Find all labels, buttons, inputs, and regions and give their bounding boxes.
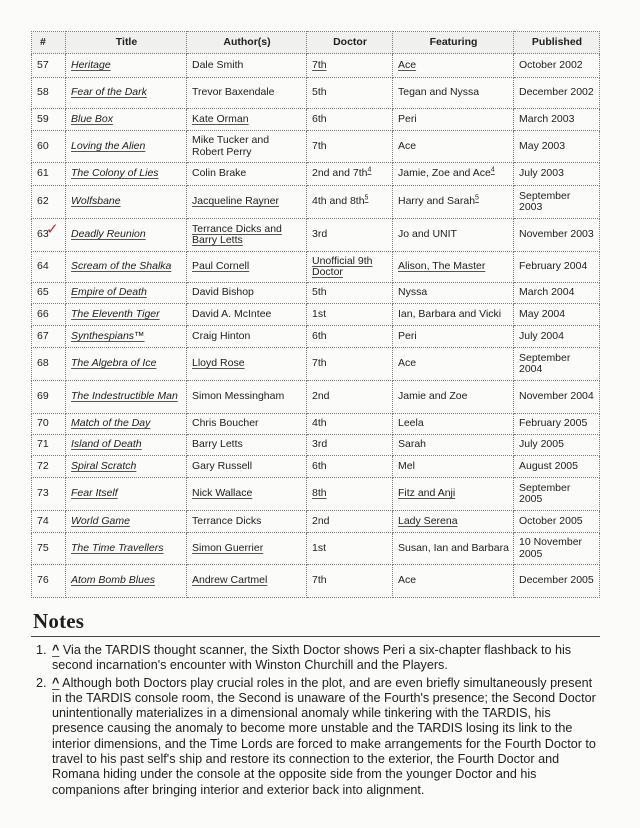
row-author[interactable] <box>187 478 307 511</box>
row-title[interactable] <box>66 478 187 511</box>
row-author <box>187 283 307 304</box>
doctor-text: 2nd <box>312 390 330 403</box>
author-link[interactable]: Jacqueline Rayner <box>192 195 279 208</box>
row-number: 72 <box>32 456 66 478</box>
title-link[interactable]: The Colony of Lies <box>71 167 159 180</box>
row-title[interactable] <box>66 326 187 348</box>
table-row <box>32 163 600 186</box>
row-featuring <box>393 163 514 186</box>
row-doctor <box>307 348 393 381</box>
doctor-text: 3rd <box>312 438 328 451</box>
featuring-text: Ace <box>398 357 417 370</box>
author-text: Trevor Baxendale <box>192 86 275 99</box>
doctor-text: 1st <box>312 307 327 320</box>
doctor-text: 6th <box>312 329 327 342</box>
table-row <box>32 565 600 598</box>
author-link[interactable]: Nick Wallace <box>192 487 253 500</box>
title-link[interactable]: Deadly Reunion <box>71 228 146 241</box>
header-published: Published <box>514 32 600 54</box>
row-author <box>187 131 307 163</box>
row-title[interactable] <box>66 131 187 163</box>
row-title[interactable] <box>66 348 187 381</box>
note-text: Via the TARDIS thought scanner, the Sixth Doctor shows Peri a six-chapter flashback to his second incarnation's encounter with Winston Churchill and the Players. <box>52 643 572 673</box>
header-title: Title <box>66 32 187 54</box>
row-title[interactable] <box>66 565 187 598</box>
row-featuring <box>393 131 514 163</box>
table-row <box>32 381 600 414</box>
row-featuring <box>393 109 514 131</box>
row-author[interactable] <box>187 533 307 565</box>
table-row <box>32 219 600 252</box>
featuring-text: Tegan and Nyssa <box>398 86 480 99</box>
row-featuring <box>393 78 514 109</box>
doctor-text: 4th and 8th <box>312 195 365 208</box>
row-published: September 2005 <box>514 478 600 511</box>
row-author[interactable] <box>187 252 307 283</box>
row-number: 62 <box>32 186 66 219</box>
note-item <box>36 643 602 674</box>
row-published: November 2003 <box>514 219 600 252</box>
title-link[interactable]: Synthespians™ <box>71 329 145 342</box>
row-title[interactable] <box>66 381 187 414</box>
note-backlink-caret[interactable]: ^ <box>52 643 60 657</box>
notes-divider <box>31 636 600 637</box>
title-link[interactable]: Atom Bomb Blues <box>71 574 156 587</box>
author-link[interactable]: Lloyd Rose <box>192 357 245 370</box>
row-doctor[interactable] <box>307 478 393 511</box>
footnote-ref[interactable]: 5 <box>475 194 479 202</box>
row-title[interactable] <box>66 54 187 78</box>
featuring-link[interactable]: Lady Serena <box>398 514 458 527</box>
featuring-text: Nyssa <box>398 286 428 299</box>
table-header-row <box>32 32 600 54</box>
row-number: 66 <box>32 304 66 326</box>
note-number: 2. <box>36 675 47 690</box>
row-number: 57 <box>32 54 66 78</box>
row-doctor <box>307 326 393 348</box>
row-published: March 2004 <box>514 283 600 304</box>
row-featuring <box>393 186 514 219</box>
row-title[interactable] <box>66 252 187 283</box>
table-row <box>32 186 600 219</box>
row-published: July 2003 <box>514 163 600 186</box>
row-published: August 2005 <box>514 456 600 478</box>
row-number: 60 <box>32 131 66 163</box>
notes-list <box>36 643 602 800</box>
author-text: Colin Brake <box>192 167 247 180</box>
featuring-text: Jo and UNIT <box>398 228 457 241</box>
row-featuring[interactable] <box>393 511 514 533</box>
table-row <box>32 435 600 456</box>
title-link[interactable]: The Eleventh Tiger <box>71 307 160 320</box>
header-doctor: Doctor <box>307 32 393 54</box>
title-link[interactable]: The Indestructible Man <box>71 390 178 403</box>
title-link[interactable]: The Time Travellers <box>71 541 164 554</box>
row-published: September 2004 <box>514 348 600 381</box>
row-published: November 2004 <box>514 381 600 414</box>
row-number: 58 <box>32 78 66 109</box>
title-link[interactable]: Scream of the Shalka <box>71 260 172 273</box>
row-featuring <box>393 326 514 348</box>
row-published: May 2004 <box>514 304 600 326</box>
row-doctor <box>307 304 393 326</box>
row-doctor <box>307 565 393 598</box>
row-published: March 2003 <box>514 109 600 131</box>
table-row <box>32 533 600 565</box>
featuring-text: Peri <box>398 112 417 125</box>
row-doctor <box>307 131 393 163</box>
featuring-text: Leela <box>398 417 424 430</box>
author-text: David Bishop <box>192 286 254 299</box>
row-featuring <box>393 381 514 414</box>
row-doctor <box>307 435 393 456</box>
row-doctor[interactable] <box>307 54 393 78</box>
row-number: 64 <box>32 252 66 283</box>
row-author <box>187 326 307 348</box>
doctor-text: 2nd <box>312 514 330 527</box>
title-link[interactable]: World Game <box>71 514 130 527</box>
row-title[interactable] <box>66 163 187 186</box>
table-row <box>32 283 600 304</box>
header-authors: Author(s) <box>187 32 307 54</box>
doctor-text: 3rd <box>312 228 328 241</box>
row-author <box>187 414 307 435</box>
row-published: October 2005 <box>514 511 600 533</box>
author-link[interactable]: Simon Guerrier <box>192 541 264 554</box>
row-title[interactable] <box>66 283 187 304</box>
note-number: 1. <box>36 643 47 657</box>
title-link[interactable]: Blue Box <box>71 112 114 125</box>
row-number: 70 <box>32 414 66 435</box>
row-doctor <box>307 78 393 109</box>
author-text: Craig Hinton <box>192 329 251 342</box>
featuring-link[interactable]: Ace <box>398 58 417 71</box>
doctor-text: 7th <box>312 574 327 587</box>
notes-heading: Notes <box>33 609 85 633</box>
doctor-text: 1st <box>312 541 327 554</box>
title-link[interactable]: Loving the Alien <box>71 139 146 152</box>
author-text: David A. McIntee <box>192 307 272 320</box>
row-number-text: 63 <box>37 228 49 241</box>
author-link[interactable]: Andrew Cartmel <box>192 574 268 587</box>
doctor-link[interactable]: Unofficial 9th Doctor <box>312 254 373 278</box>
row-number: 73 <box>32 478 66 511</box>
row-number: 61 <box>32 163 66 186</box>
row-title[interactable] <box>66 219 187 252</box>
row-featuring[interactable] <box>393 478 514 511</box>
featuring-text: Jamie and Zoe <box>398 390 468 403</box>
featuring-link[interactable]: Alison, The Master <box>398 260 486 273</box>
featuring-text: Ian, Barbara and Vicki <box>398 307 502 320</box>
row-number: 68 <box>32 348 66 381</box>
row-number: 67 <box>32 326 66 348</box>
row-author <box>187 511 307 533</box>
author-text: Terrance Dicks <box>192 514 262 527</box>
doctor-text: 6th <box>312 459 327 472</box>
title-link[interactable]: Wolfsbane <box>71 195 121 208</box>
doctor-text: 4th <box>312 417 327 430</box>
row-published: 10 November 2005 <box>514 533 600 565</box>
row-title[interactable] <box>66 78 187 109</box>
releases-table <box>31 31 600 598</box>
table-row <box>32 326 600 348</box>
row-published: February 2005 <box>514 414 600 435</box>
row-title[interactable] <box>66 304 187 326</box>
row-featuring[interactable] <box>393 252 514 283</box>
row-featuring <box>393 435 514 456</box>
row-author <box>187 456 307 478</box>
table-row <box>32 511 600 533</box>
author-text: Simon Messingham <box>192 390 285 403</box>
row-doctor <box>307 163 393 186</box>
row-title[interactable] <box>66 186 187 219</box>
table-row <box>32 54 600 78</box>
doctor-text: 7th <box>312 139 327 152</box>
title-link[interactable]: Fear Itself <box>71 487 118 500</box>
row-author[interactable] <box>187 186 307 219</box>
row-featuring <box>393 304 514 326</box>
row-featuring <box>393 414 514 435</box>
title-link[interactable]: Fear of the Dark <box>71 86 147 99</box>
row-published: October 2002 <box>514 54 600 78</box>
row-number <box>32 219 66 252</box>
row-number: 75 <box>32 533 66 565</box>
row-featuring <box>393 283 514 304</box>
row-doctor <box>307 109 393 131</box>
row-title[interactable] <box>66 533 187 565</box>
header-featuring: Featuring <box>393 32 514 54</box>
row-number: 74 <box>32 511 66 533</box>
note-item <box>36 675 602 798</box>
row-featuring[interactable] <box>393 54 514 78</box>
table-row <box>32 348 600 381</box>
row-author[interactable] <box>187 565 307 598</box>
row-doctor <box>307 381 393 414</box>
row-title[interactable] <box>66 511 187 533</box>
table-row <box>32 414 600 435</box>
featuring-text: Jamie, Zoe and Ace <box>398 167 491 180</box>
row-author <box>187 54 307 78</box>
footnote-ref[interactable]: 5 <box>364 194 369 202</box>
author-text: Chris Boucher <box>192 417 259 430</box>
featuring-text: Ace <box>398 139 417 152</box>
note-backlink-caret[interactable]: ^ <box>52 675 60 690</box>
doctor-text: 7th <box>312 357 327 370</box>
footnote-ref[interactable]: 4 <box>367 166 372 174</box>
row-doctor <box>307 186 393 219</box>
doctor-link[interactable]: 7th <box>312 58 327 71</box>
row-featuring <box>393 348 514 381</box>
title-link[interactable]: Island of Death <box>71 438 142 451</box>
author-link[interactable]: Paul Cornell <box>192 260 250 273</box>
row-title[interactable] <box>66 109 187 131</box>
author-link[interactable]: Kate Orman <box>192 112 249 125</box>
row-doctor <box>307 219 393 252</box>
row-featuring <box>393 219 514 252</box>
row-doctor <box>307 533 393 565</box>
row-number: 71 <box>32 435 66 456</box>
featuring-text: Ace <box>398 574 417 587</box>
doctor-text: 2nd and 7th <box>312 167 368 180</box>
row-author <box>187 381 307 414</box>
title-link[interactable]: Match of the Day <box>71 417 151 430</box>
row-featuring <box>393 533 514 565</box>
row-author <box>187 435 307 456</box>
row-number: 59 <box>32 109 66 131</box>
featuring-link[interactable]: Fitz and Anji <box>398 487 456 500</box>
footnote-ref[interactable]: 4 <box>490 166 495 174</box>
row-author <box>187 304 307 326</box>
title-link[interactable]: Heritage <box>71 58 111 71</box>
table-row <box>32 304 600 326</box>
featuring-text: Peri <box>398 329 417 342</box>
table-row <box>32 252 600 283</box>
row-published: December 2002 <box>514 78 600 109</box>
row-doctor <box>307 511 393 533</box>
row-featuring <box>393 565 514 598</box>
row-number: 65 <box>32 283 66 304</box>
table-row <box>32 456 600 478</box>
featuring-text: Susan, Ian and Barbara <box>398 541 509 554</box>
row-published: February 2004 <box>514 252 600 283</box>
row-published: May 2003 <box>514 131 600 163</box>
author-text: Gary Russell <box>192 459 253 472</box>
row-number: 76 <box>32 565 66 598</box>
featuring-text: Harry and Sarah <box>398 195 476 208</box>
row-author[interactable] <box>187 219 307 252</box>
row-author <box>187 78 307 109</box>
row-published: September 2003 <box>514 186 600 219</box>
table-row <box>32 478 600 511</box>
row-author[interactable] <box>187 109 307 131</box>
title-link[interactable]: Empire of Death <box>71 286 147 299</box>
row-author <box>187 163 307 186</box>
row-doctor <box>307 456 393 478</box>
row-featuring <box>393 456 514 478</box>
row-doctor[interactable] <box>307 252 393 283</box>
doctor-text: 5th <box>312 286 327 299</box>
row-title[interactable] <box>66 435 187 456</box>
title-link[interactable]: Spiral Scratch <box>71 459 137 472</box>
row-author[interactable] <box>187 348 307 381</box>
header-number: # <box>32 32 66 54</box>
row-published: July 2005 <box>514 435 600 456</box>
row-published: December 2005 <box>514 565 600 598</box>
doctor-link[interactable]: 8th <box>312 487 327 500</box>
row-number: 69 <box>32 381 66 414</box>
featuring-text: Sarah <box>398 438 427 451</box>
row-published: July 2004 <box>514 326 600 348</box>
row-doctor <box>307 283 393 304</box>
author-text: Mike Tucker and Robert Perry <box>192 134 270 158</box>
doctor-text: 6th <box>312 112 327 125</box>
doctor-text: 5th <box>312 86 327 99</box>
table-row <box>32 78 600 109</box>
author-text: Barry Letts <box>192 438 243 451</box>
table-row <box>32 109 600 131</box>
featuring-text: Mel <box>398 459 415 472</box>
note-text: Although both Doctors play crucial roles in the plot, and are even briefly simultaneously present in the TARDIS console room, the Second is unaware of the Fourth's presence; the Second Doctor unintentionally materializes in a dimensional anomaly while tinkering with the TARDIS, his presence causing the anomaly to become more unstable and the TARDIS losing its link to the interior dimensions, and the Time Lords are forced to make arrangements for the Fourth Doctor to travel to his past self's ship and restore its connection to the exterior, the Fourth Doctor and Romana hiding under the console at the opposite side from the younger Doctor and his companions after bringing interior and exterior back into alignment. <box>52 675 596 797</box>
row-title[interactable] <box>66 414 187 435</box>
handwritten-check-mark-icon: ✓ <box>46 220 59 238</box>
table-row <box>32 131 600 163</box>
author-link[interactable]: Terrance Dicks and Barry Letts <box>192 222 282 246</box>
row-doctor <box>307 414 393 435</box>
row-title[interactable] <box>66 456 187 478</box>
author-text: Dale Smith <box>192 58 244 71</box>
title-link[interactable]: The Algebra of Ice <box>71 357 157 370</box>
